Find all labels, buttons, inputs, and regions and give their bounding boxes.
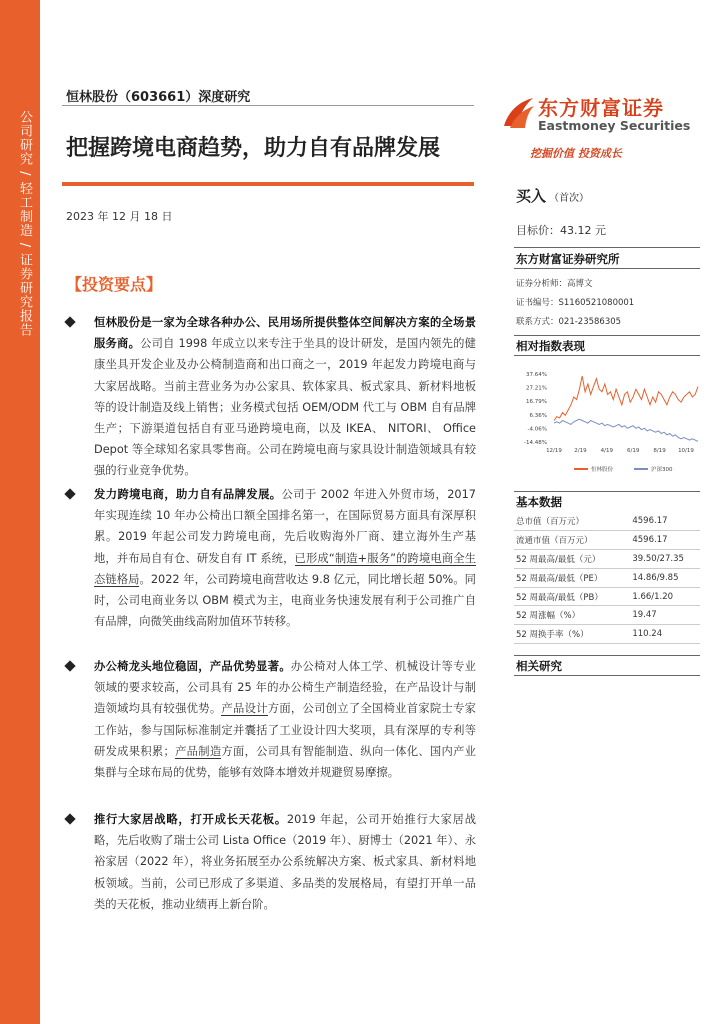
related-divider [514, 655, 700, 656]
analyst-name: 证券分析师：高博文 [516, 279, 593, 289]
y-tick-label: 27.21% [526, 385, 547, 392]
x-tick-label: 6/19 [627, 448, 640, 454]
table-row [514, 625, 700, 644]
logo-en-text: Eastmoney Securities [538, 118, 691, 133]
basic-data-label: 总市值（百万元） [514, 512, 626, 531]
related-divider [514, 675, 700, 676]
section-title: 【投资要点】 [66, 275, 163, 294]
category-sidebar-text: 公司研究 / 轻工制造 / 证券研究报告 [17, 110, 32, 338]
highlight-lead: 推行大家居战略，打开成长天花板。 [94, 813, 287, 826]
basic-data-label: 52 周涨幅（%） [514, 606, 626, 625]
table-row [514, 606, 700, 625]
highlight-text: 方面，公司创立了全国椅业首家院士专家工作站，参与国际标准制定并囊括了工业设计四大奖项，具有深厚的专利等研发成果积累； [94, 702, 476, 758]
basic-data-value: 19.47 [626, 606, 700, 625]
analyst-license: 证书编号：S1160521080001 [516, 298, 635, 308]
report-date: 2023 年 12 月 18 日 [66, 210, 173, 223]
highlight-text: 办公椅对人体工学、机械设计等专业领域的要求较高，公司具有 25 年的办公椅生产制造经验，在产品设计与制造领域均具有较强优势。 [94, 660, 476, 716]
basic-data-label: 52 周最高/最低（元） [514, 550, 626, 569]
highlight-item [66, 312, 476, 484]
y-tick-label: 37.64% [526, 372, 547, 378]
target-price: 目标价：43.12 元 [516, 224, 606, 237]
highlight-lead: 办公椅龙头地位稳固，产品优势显著。 [94, 660, 291, 673]
chart-title: 相对指数表现 [516, 339, 585, 353]
highlight-text: 公司于 2002 年进入外贸市场，2017 年实现连续 10 年办公椅出口额全国排名第一，在国际贸易方面具有深厚积累。2019 年起公司发力跨境电商，先后收购海外厂商、建立海外生产基地，并布局自有仓、研发自有 IT 系统， [94, 488, 476, 565]
highlight-text: 公司自 1998 年成立以来专注于坐具的设计研发，是国内领先的健康坐具开发企业及办公椅制造商和出口商之一，2019 年起发力跨境电商与大家居战略。当前主营业务为办公家具、软体家具、板式家具、新材料地板等的设计制造及线上销售；业务模式包括 OEM/ODM 代工与 OBM 自有品牌生产；下游渠道包括自有亚马逊跨境电商，以及 IKEA、 NITORI、 Office Depot 等全球知名家具零售商。公司在跨境电商与家具设计制造领域具有较强的行业竞争优势。 [94, 337, 476, 478]
institute-divider [514, 247, 700, 248]
highlight-item [66, 809, 476, 915]
y-tick-label: -14.48% [524, 440, 547, 446]
basic-data-label: 52 周最高/最低（PB） [514, 587, 626, 606]
analyst-contact: 联系方式：021-23586305 [516, 317, 622, 327]
y-tick-label: 6.36% [529, 412, 547, 419]
header-divider [62, 105, 474, 106]
title-divider [62, 182, 474, 186]
basic-data-divider [514, 491, 700, 492]
series-line-stock [554, 376, 698, 420]
table-row [514, 531, 700, 550]
diamond-bullet-icon [64, 316, 75, 327]
y-tick-label: -4.06% [527, 426, 547, 433]
y-axis-labels [524, 372, 547, 446]
highlight-underline: 已形成“制造+服务”的跨境电商全生态链格局 [94, 551, 476, 586]
highlight-item [66, 484, 476, 656]
legend-label: 沪深300 [651, 467, 673, 473]
x-axis-labels [546, 448, 694, 454]
chart-legend [574, 465, 673, 473]
x-tick-label: 12/19 [546, 448, 562, 454]
basic-data-label: 52 周换手率（%） [514, 625, 626, 644]
x-tick-label: 10/19 [678, 448, 694, 454]
rating-label: 买入 [516, 187, 547, 205]
logo-cn-text: 东方财富证券 [538, 96, 664, 120]
relative-performance-chart [514, 368, 704, 480]
institute-title: 东方财富证券研究所 [516, 252, 620, 266]
highlight-item [66, 656, 476, 809]
report-type: 恒林股份（603661）深度研究 [66, 90, 251, 105]
eastmoney-logo-icon [500, 94, 536, 130]
diamond-bullet-icon [64, 660, 75, 671]
rating [516, 185, 589, 206]
highlight-lead: 恒林股份是一家为全球各种办公、民用场所提供整体空间解决方案的全场景服务商。 [94, 316, 476, 351]
diamond-bullet-icon [64, 488, 75, 499]
basic-data-value: 4596.17 [626, 512, 700, 531]
series-line-index [554, 419, 698, 441]
y-tick-label: 16.79% [526, 399, 547, 406]
table-row [514, 587, 700, 606]
page-title: 把握跨境电商趋势，助力自有品牌发展 [66, 136, 441, 161]
related-title: 相关研究 [516, 659, 562, 673]
basic-data-value: 4596.17 [626, 531, 700, 550]
basic-data-label: 52 周最高/最低（PE） [514, 568, 626, 587]
highlight-underline: 产品制造 [174, 744, 222, 758]
legend-label: 恒林股份 [591, 467, 614, 473]
institute-divider [514, 268, 700, 269]
table-row [514, 512, 700, 531]
chart-divider [514, 335, 700, 336]
table-row [514, 550, 700, 569]
basic-data-title: 基本数据 [516, 495, 562, 509]
basic-data-value: 14.86/9.85 [626, 568, 700, 587]
highlight-text: 方面，公司具有智能制造、纵向一体化、国内产业集群与全球布局的优势，能够有效降本增效并规避贸易摩擦。 [94, 744, 476, 780]
basic-data-value: 39.50/27.35 [626, 550, 700, 569]
table-row [514, 568, 700, 587]
investment-highlights [66, 312, 476, 915]
x-tick-label: 4/19 [600, 448, 613, 454]
highlight-underline: 产品设计 [221, 702, 268, 716]
slogan: 挖掘价值 投资成长 [530, 147, 622, 160]
basic-data-label: 流通市值（百万元） [514, 531, 626, 550]
diamond-bullet-icon [64, 813, 75, 824]
highlight-text: 2019 年起，公司开始推行大家居战略，先后收购了瑞士公司 Lista Office（2019 年）、厨博士（2021 年）、永裕家居（2022 年），将业务拓展至办公系统解决方案、板式家具、新材料地板领域。当前，公司已形成了多渠道、多品类的发展格局，有望打开单一品类的天花板，推动业绩再上新台阶。 [94, 813, 476, 911]
chart-divider [514, 355, 700, 356]
highlight-lead: 发力跨境电商，助力自有品牌发展。 [94, 488, 282, 501]
basic-data-table [514, 512, 700, 644]
rating-note: （首次） [549, 193, 590, 204]
basic-data-value: 110.24 [626, 625, 700, 644]
highlight-text: 。2022 年，公司跨境电商营收达 9.8 亿元，同比增长超 50%。同时，公司电商业务以 OBM 模式为主，电商业务快速发展有利于公司推广自有品牌，向微笑曲线高附加值环节转移。 [94, 572, 476, 629]
category-sidebar [0, 0, 40, 1024]
x-tick-label: 2/19 [574, 448, 587, 454]
chart-series [554, 376, 698, 441]
basic-data-value: 1.66/1.20 [626, 587, 700, 606]
x-tick-label: 8/19 [653, 448, 666, 454]
